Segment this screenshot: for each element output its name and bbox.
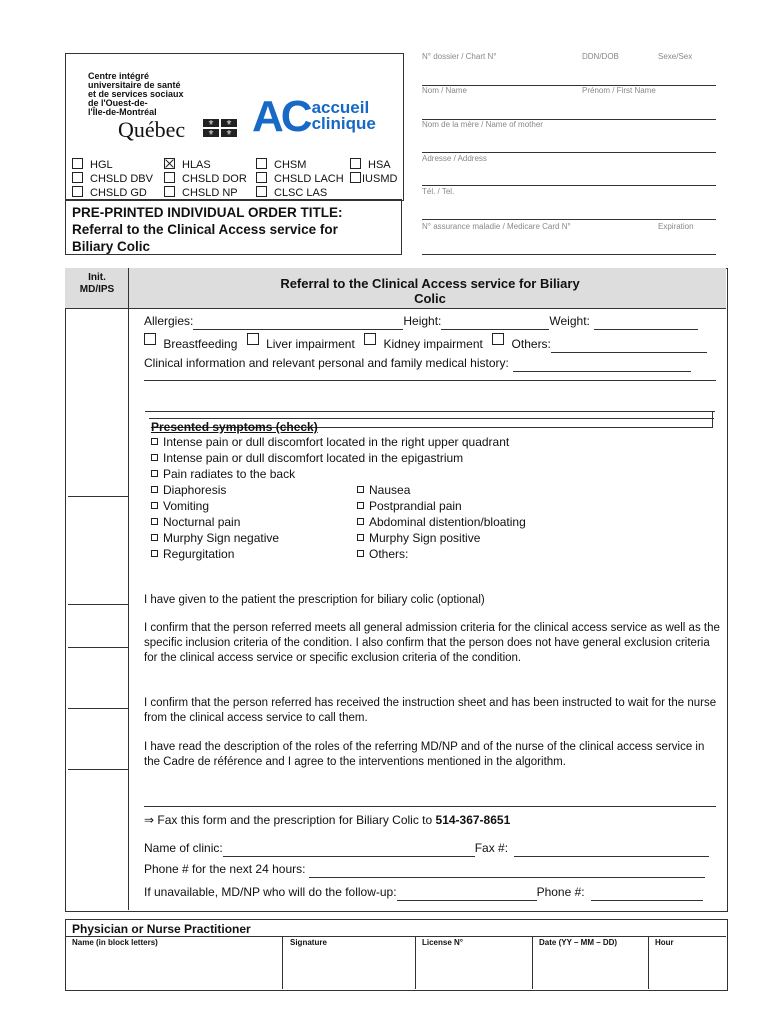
symptom-item[interactable]: Postprandial pain [357, 499, 462, 513]
symptom-item[interactable]: Pain radiates to the back [151, 467, 295, 481]
site-clsc-las[interactable]: CLSC LAS [256, 186, 327, 200]
checkbox-icon[interactable] [164, 172, 175, 183]
init-column-divider [128, 268, 129, 910]
statement-instruction: I confirm that the person referred has received the instruction sheet and has been instructed to wait for the nurse from the clinical access service to call them. [144, 697, 717, 724]
statement-prescription: I have given to the patient the prescription for biliary colic (optional) [144, 594, 485, 606]
accueil-clinique-logo [252, 92, 376, 141]
name-cell[interactable]: Name (in block letters) [72, 938, 158, 947]
init-line[interactable] [68, 647, 128, 648]
checkbox-icon[interactable] [256, 186, 267, 197]
site-chsld-dor[interactable]: CHSLD DOR [164, 172, 247, 186]
symptoms-title: Presented symptoms (check) [151, 420, 318, 434]
clinic-input[interactable] [223, 840, 475, 857]
site-chsld-lach[interactable]: CHSLD LACH [256, 172, 344, 186]
symptom-item[interactable]: Intense pain or dull discomfort located in the right upper quadrant [151, 435, 509, 449]
breastfeeding-checkbox[interactable] [144, 333, 156, 345]
address-field[interactable]: Adresse / Address [422, 154, 716, 186]
mother-name-field[interactable]: Nom de la mère / Name of mother [422, 120, 716, 153]
kidney-checkbox[interactable] [364, 333, 376, 345]
conditions-row: Breastfeeding Liver impairment Kidney impairment Others: [144, 333, 716, 353]
followup-row: If unavailable, MD/NP who will do the follow-up: Phone #: [144, 884, 716, 901]
checkbox-icon[interactable] [256, 158, 267, 169]
phone24-row: Phone # for the next 24 hours: [144, 861, 716, 878]
symptom-item[interactable]: Intense pain or dull discomfort located in the epigastrium [151, 451, 463, 465]
site-hsa[interactable]: HSA [350, 158, 391, 172]
fax-number: 514-367-8651 [435, 813, 511, 827]
liver-checkbox[interactable] [247, 333, 259, 345]
quebec-logo: Québec [118, 117, 186, 142]
init-line[interactable] [68, 604, 128, 605]
followup-input[interactable] [397, 884, 537, 901]
license-cell[interactable]: License N° [422, 938, 463, 947]
site-chsld-dbv[interactable]: CHSLD DBV [72, 172, 153, 186]
symptom-item[interactable]: Abdominal distention/bloating [357, 515, 526, 529]
symptom-item[interactable]: Others: [357, 547, 408, 561]
site-hgl[interactable]: HGL [72, 158, 113, 172]
tel-field[interactable]: Tél. / Tel. [422, 187, 716, 220]
fleur-de-lis-icon: ⚜ ⚜ ⚜ ⚜ [203, 119, 237, 137]
checkbox-icon[interactable] [350, 158, 361, 169]
symptom-item[interactable]: Murphy Sign negative [151, 531, 279, 545]
hour-cell[interactable]: Hour [655, 938, 674, 947]
symptom-item[interactable]: Murphy Sign positive [357, 531, 480, 545]
height-input[interactable] [441, 313, 549, 330]
arrow-icon: ⇒ [144, 813, 155, 827]
fax-instruction: ⇒ Fax this form and the prescription for Biliary Colic to 514-367-8651 [144, 813, 511, 827]
fax-input[interactable] [514, 840, 709, 857]
signature-title: Physician or Nurse Practitioner [72, 922, 251, 936]
phone24-input[interactable] [309, 861, 705, 878]
clinical-info-input[interactable] [513, 355, 691, 372]
date-cell[interactable]: Date (YY – MM – DD) [539, 938, 618, 947]
name-field[interactable]: Nom / Name Prénom / First Name [422, 86, 716, 120]
chart-number-field[interactable]: N° dossier / Chart N° DDN/DOB Sexe/Sex [422, 52, 716, 86]
others-input[interactable] [551, 336, 707, 353]
site-chsm[interactable]: CHSM [256, 158, 306, 172]
site-chsld-gd[interactable]: CHSLD GD [72, 186, 147, 200]
checkbox-icon[interactable] [72, 172, 83, 183]
signature-cell[interactable]: Signature [290, 938, 327, 947]
init-line[interactable] [68, 496, 128, 497]
medicare-card-field[interactable]: N° assurance maladie / Medicare Card N° Expiration [422, 222, 716, 255]
checked-checkbox-icon[interactable] [164, 158, 175, 169]
logo-ac: AC [252, 92, 310, 141]
checkbox-icon[interactable] [164, 186, 175, 197]
clinic-row: Name of clinic: Fax #: [144, 840, 716, 857]
symptom-item[interactable]: Regurgitation [151, 547, 234, 561]
init-line[interactable] [68, 769, 128, 770]
order-title: PRE-PRINTED INDIVIDUAL ORDER TITLE: Referral to the Clinical Access service for Biliary Colic [65, 199, 402, 255]
logo-word-clinique: clinique [311, 114, 376, 133]
statement-criteria: I confirm that the person referred meets all general admission criteria for the clinical access service as well as the specific inclusion criteria of the condition. I also confirm that the person does not have general exclusion criteria for the clinical access service or specific exclusion criteria of the condition. [144, 622, 720, 664]
statement-roles: I have read the description of the roles of the referring MD/NP and of the nurse of the clinical access service in the Cadre de référence and I agree to the interventions mentioned in the algorithm. [144, 741, 705, 768]
symptom-item[interactable]: Nausea [357, 483, 410, 497]
init-line[interactable] [68, 708, 128, 709]
clinical-info-line[interactable] [144, 380, 716, 381]
checkbox-icon[interactable] [350, 172, 361, 183]
checkbox-icon[interactable] [72, 186, 83, 197]
symptom-item[interactable]: Vomiting [151, 499, 209, 513]
allergies-input[interactable] [193, 313, 403, 330]
followup-phone-input[interactable] [591, 884, 703, 901]
allergies-row: Allergies: Height: Weight: [144, 313, 716, 330]
init-column-header: Init. MD/IPS [79, 272, 115, 295]
symptom-item[interactable]: Nocturnal pain [151, 515, 240, 529]
site-iusmd[interactable]: IUSMD [350, 172, 397, 186]
others-checkbox[interactable] [492, 333, 504, 345]
site-hlas[interactable]: HLAS [164, 158, 211, 172]
logo-word-accueil: accueil [311, 98, 370, 117]
checkbox-icon[interactable] [256, 172, 267, 183]
divider [144, 806, 716, 807]
section-title: Referral to the Clinical Access service for Biliary Colic [280, 276, 580, 306]
checkbox-icon[interactable] [72, 158, 83, 169]
clinical-info-row: Clinical information and relevant personal and family medical history: [144, 355, 716, 372]
symptom-item[interactable]: Diaphoresis [151, 483, 226, 497]
weight-input[interactable] [594, 313, 698, 330]
site-chsld-np[interactable]: CHSLD NP [164, 186, 238, 200]
institution-name: Centre intégré universitaire de santé et de services sociaux de l'Ouest-de- l'Île-de-Montréal [88, 71, 184, 117]
